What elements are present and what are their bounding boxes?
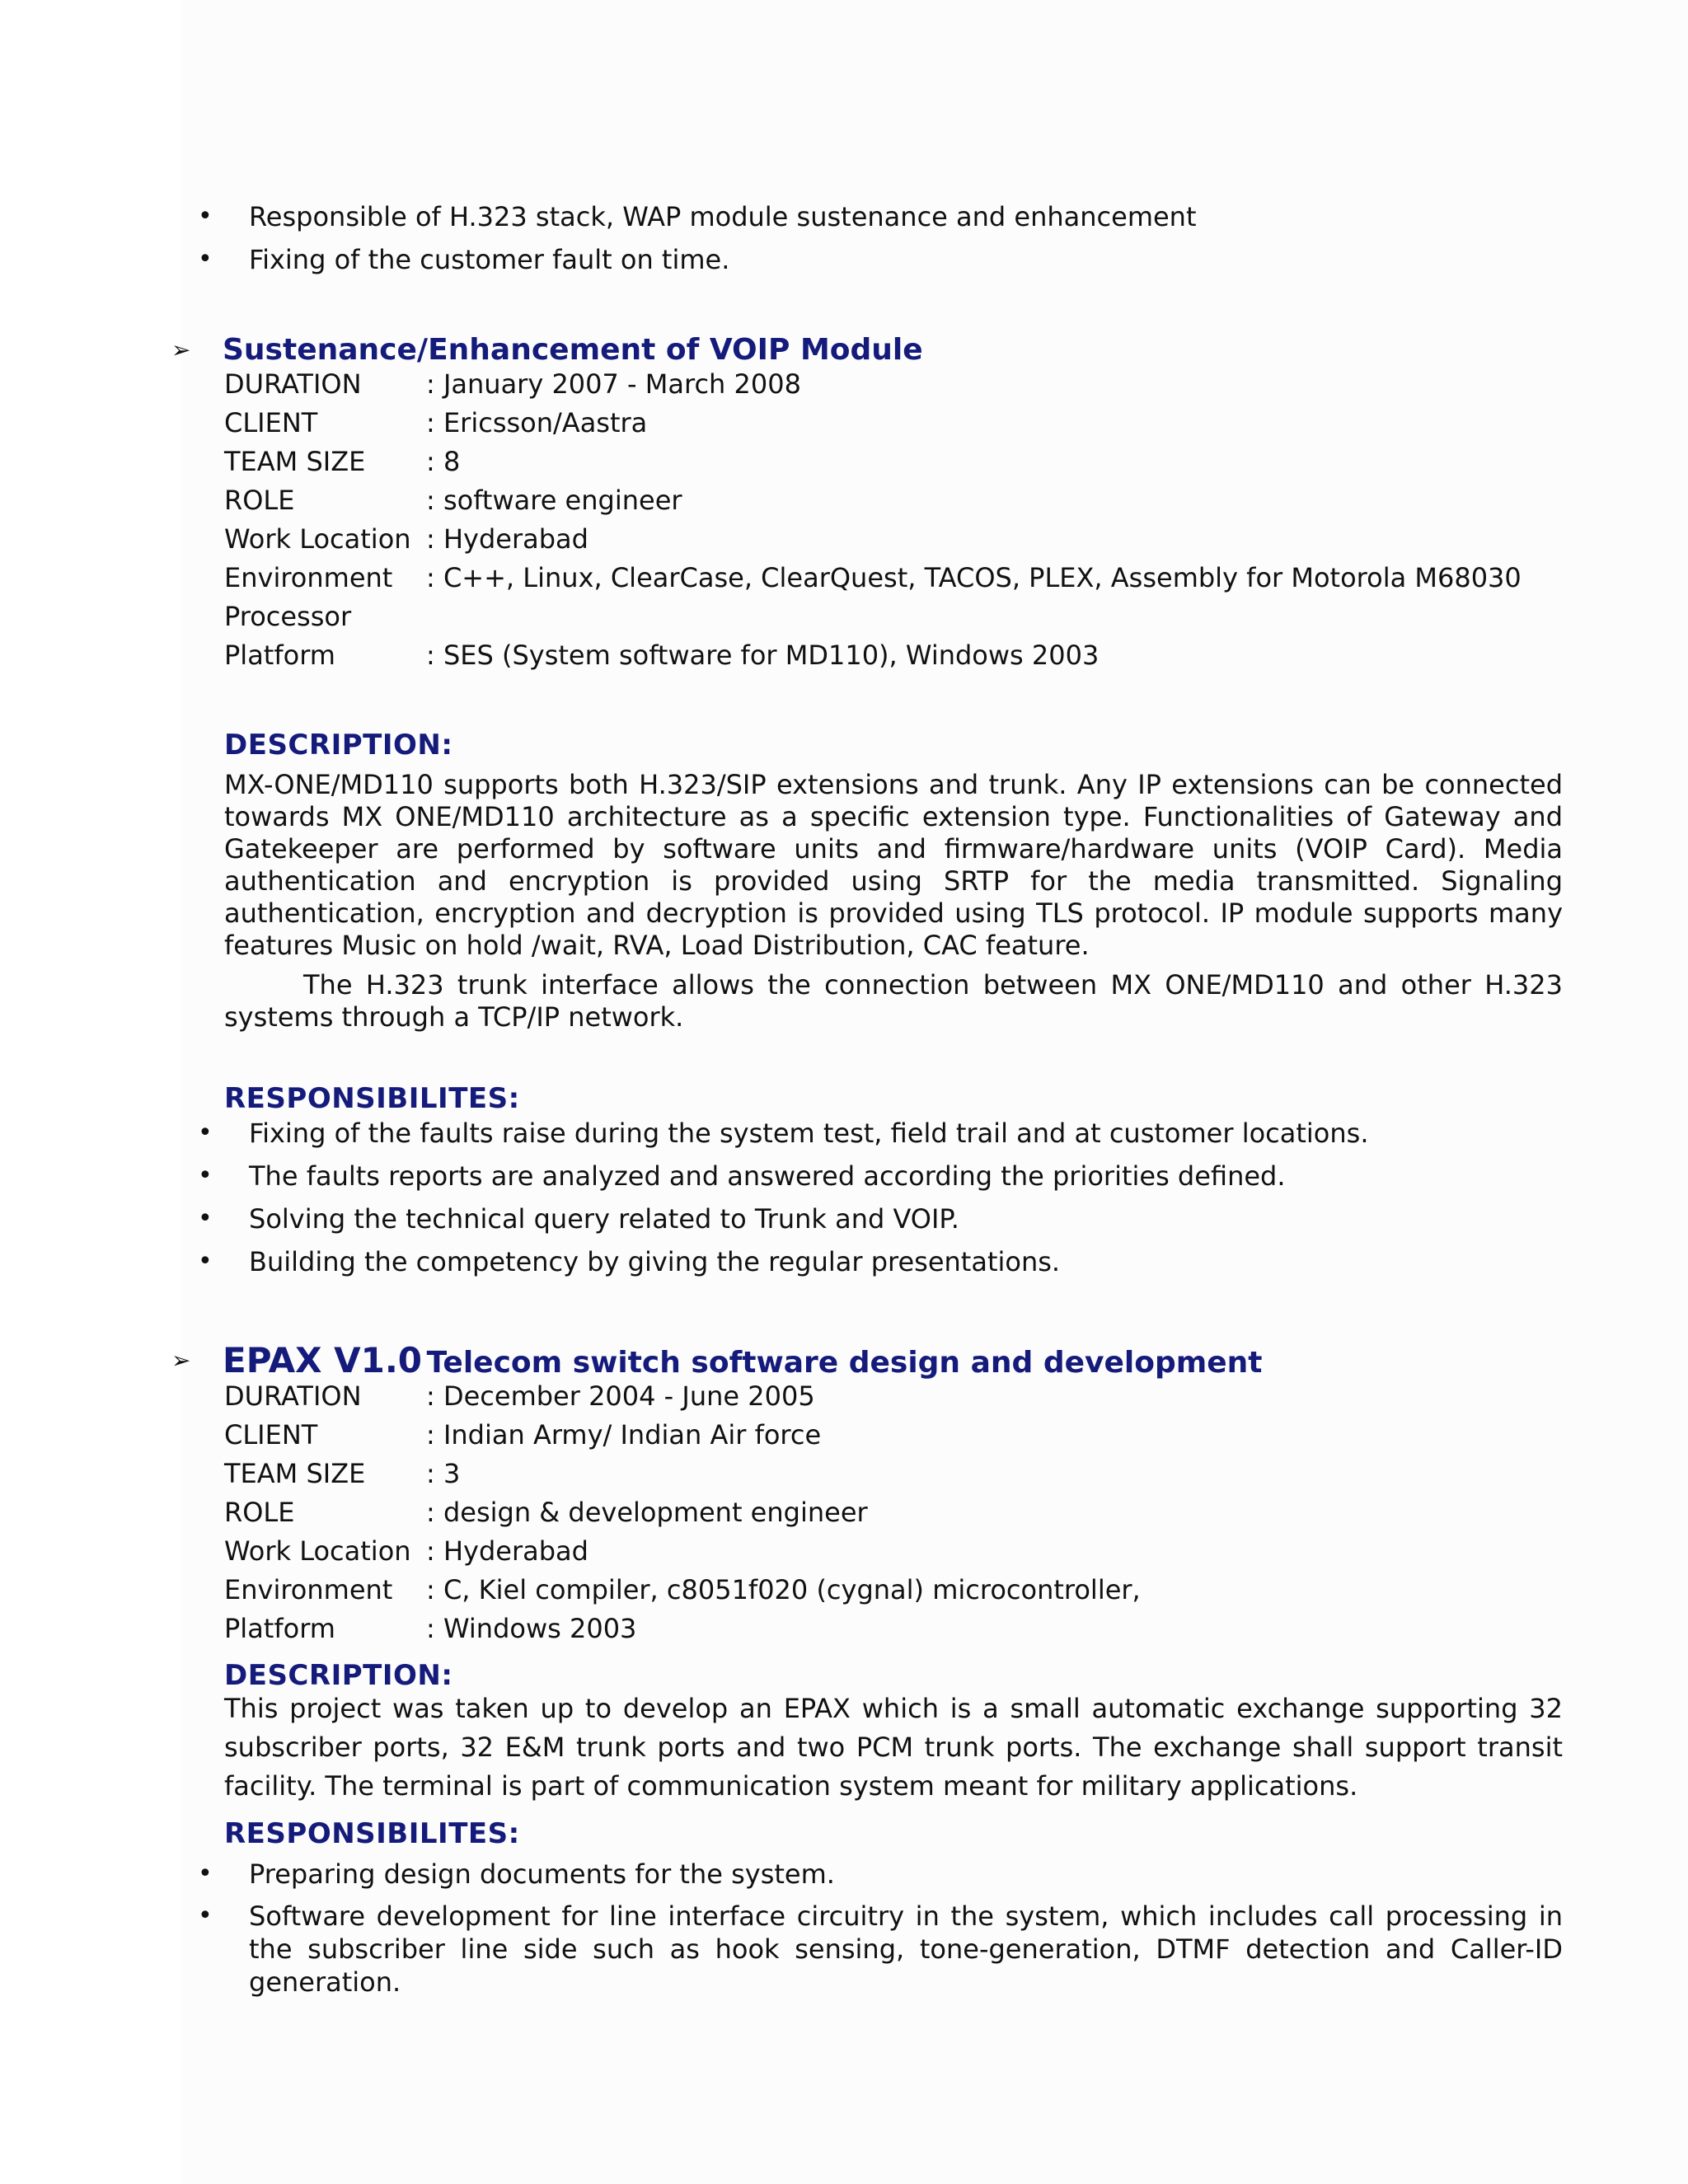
description-heading: DESCRIPTION:: [224, 729, 453, 762]
top-bullet-list: [0, 199, 1563, 285]
detail-row: Work Location : Hyderabad: [224, 523, 588, 555]
bullet-dot-icon: •: [198, 1161, 213, 1190]
project-title: Sustenance/Enhancement of VOIP Module: [223, 333, 923, 367]
detail-row: TEAM SIZE : 8: [224, 446, 461, 477]
detail-row: ROLE : software engineer: [224, 485, 682, 516]
project-details: [224, 1377, 1576, 1648]
bullet-dot-icon: •: [198, 1859, 213, 1888]
detail-row: Platform : Windows 2003: [224, 1613, 637, 1644]
detail-row: Platform : SES (System software for MD110), Windows 2003: [224, 640, 1100, 671]
environment-continuation: Processor: [224, 601, 352, 632]
responsibilities-heading: RESPONSIBILITES:: [224, 1082, 520, 1115]
responsibilities-list: [0, 1857, 1563, 2007]
responsibilities-list: [0, 1116, 1563, 1287]
list-item: • Fixing of the customer fault on time.: [198, 244, 730, 275]
detail-row: ROLE : design & development engineer: [224, 1497, 868, 1528]
list-item: • Solving the technical query related to Trunk and VOIP.: [198, 1203, 959, 1235]
bullet-dot-icon: •: [198, 1247, 213, 1276]
bullet-dot-icon: •: [198, 1901, 213, 1930]
bullet-dot-icon: •: [198, 245, 213, 274]
bullet-dot-icon: •: [198, 202, 213, 231]
detail-row: Environment : C++, Linux, ClearCase, ClearQuest, TACOS, PLEX, Assembly for Motorola M68030: [224, 562, 1522, 593]
detail-row: Work Location : Hyderabad: [224, 1535, 588, 1567]
arrowhead-bullet-icon: ➢: [171, 1347, 191, 1374]
detail-row: TEAM SIZE : 3: [224, 1458, 461, 1489]
detail-row: Environment : C, Kiel compiler, c8051f020 (cygnal) microcontroller,: [224, 1574, 1141, 1605]
responsibilities-heading: RESPONSIBILITES:: [224, 1817, 520, 1850]
description-text: This project was taken up to develop an EPAX which is a small automatic exchange supporting 32 subscriber ports, 32 E&M trunk ports and two PCM trunk ports. The exchange shall support transit facility. The terminal is part of communication system meant for military applications.: [224, 1693, 1563, 1802]
project-title: EPAX V1.0 Telecom switch software design and development: [223, 1340, 1263, 1380]
detail-row: CLIENT : Ericsson/Aastra: [224, 407, 648, 438]
list-item: • Responsible of H.323 stack, WAP module sustenance and enhancement: [198, 201, 1197, 232]
detail-row: DURATION : January 2007 - March 2008: [224, 368, 801, 400]
description-heading: DESCRIPTION:: [224, 1659, 453, 1692]
list-item: • Software development for line interface circuitry in the system, which includes call processing in the subscriber line side such as hook sensing, tone-generation, DTMF detection and Caller-ID generation.: [198, 1900, 1563, 1998]
arrowhead-bullet-icon: ➢: [171, 336, 191, 363]
detail-row: CLIENT : Indian Army/ Indian Air force: [224, 1419, 822, 1451]
description-text: MX-ONE/MD110 supports both H.323/SIP extensions and trunk. Any IP extensions can be connected towards MX ONE/MD110 architecture as a specific extension type. Functionalities of Gateway and Gatekeeper are performed by software units and firmware/hardware units (VOIP Card). Media authentication and encryption is provided using SRTP for the media transmitted. Signaling authentication, encryption and decryption is provided using TLS protocol. IP module supports many features Music on hold /wait, RVA, Load Distribution, CAC feature.: [224, 769, 1563, 961]
bullet-dot-icon: •: [198, 1204, 213, 1233]
list-item: • Fixing of the faults raise during the system test, field trail and at customer locations.: [198, 1118, 1369, 1149]
list-item: • The faults reports are analyzed and answered according the priorities defined.: [198, 1160, 1286, 1192]
list-item: • Preparing design documents for the system.: [198, 1858, 835, 1890]
list-item: • Building the competency by giving the regular presentations.: [198, 1246, 1061, 1277]
bullet-dot-icon: •: [198, 1118, 213, 1147]
detail-row: DURATION : December 2004 - June 2005: [224, 1380, 815, 1412]
description-text-2: The H.323 trunk interface allows the connection between MX ONE/MD110 and other H.323 systems through a TCP/IP network.: [224, 969, 1563, 1033]
project-details: [224, 365, 1576, 675]
